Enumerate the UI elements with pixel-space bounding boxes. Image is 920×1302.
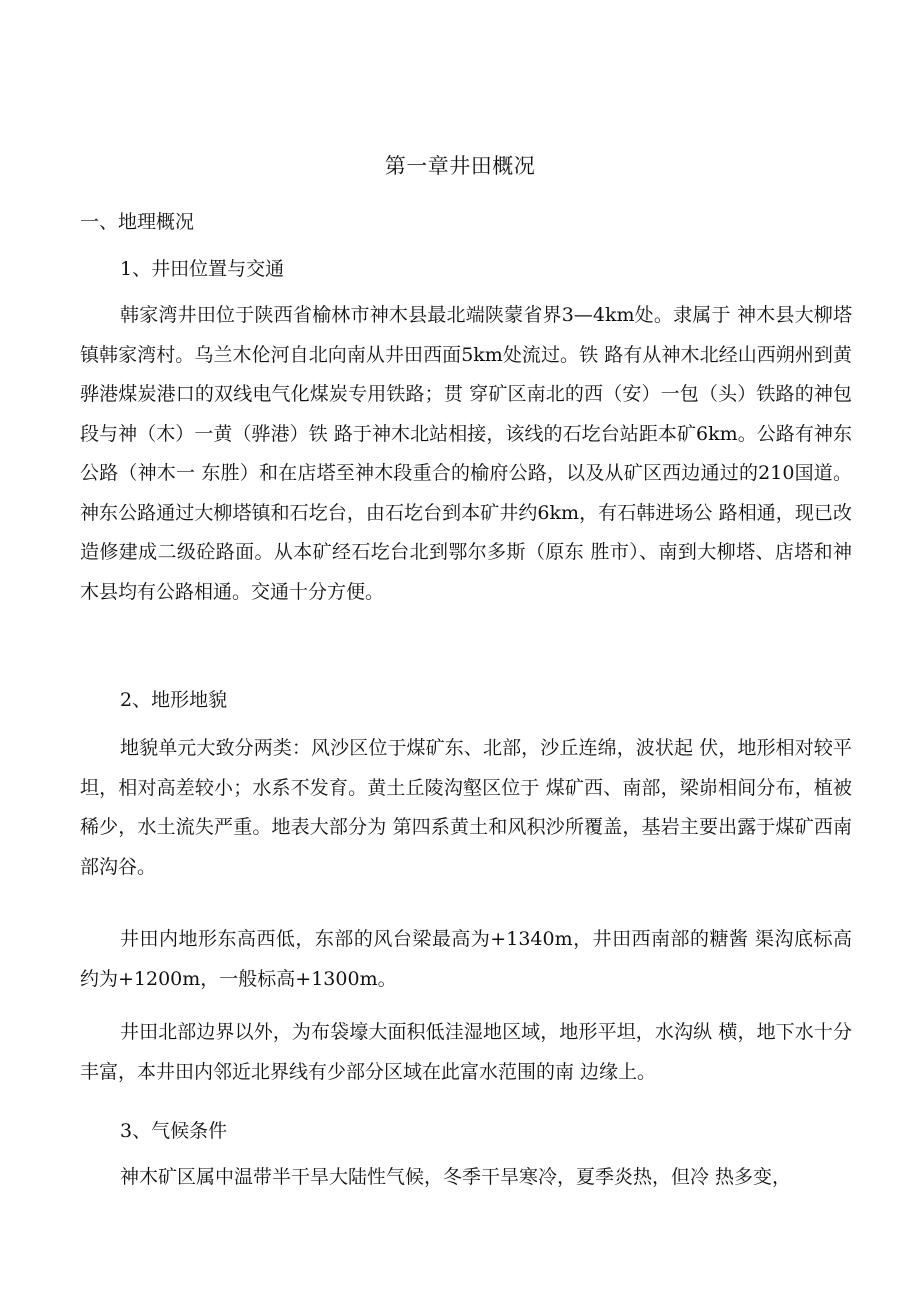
paragraph-terrain-types: 地貌单元大致分两类：风沙区位于煤矿东、北部，沙丘连绵，波状起 伏，地形相对较平坦，相对高差较小；水系不发育。黄土丘陵沟壑区位于 煤矿西、南部，梁峁相间分布，植被稀少，水土流失严重。地表大部分为 第四系黄土和风积沙所覆盖，基岩主要出露于煤矿西南部沟谷。 xyxy=(80,737,852,878)
paragraph-terrain-elevation: 井田内地形东高西低，东部的风台梁最高为+1340m，井田西南部的糖酱 渠沟底标高约为+1200m，一般标高+1300m。 xyxy=(80,928,852,990)
paragraph-terrain-north-boundary: 井田北部边界以外，为布袋壕大面积低洼湿地区域，地形平坦，水沟纵 横，地下水十分丰富，本井田内邻近北界线有少部分区域在此富水范围的南 边缘上。 xyxy=(80,1021,852,1083)
chapter-title: 第一章井田概况 xyxy=(384,154,536,178)
section-heading-geography: 一、地理概况 xyxy=(80,211,195,233)
paragraph-climate: 神木矿区属中温带半干旱大陆性气候，冬季干旱寒冷，夏季炎热，但冷 热多变， xyxy=(120,1166,792,1188)
subsection-heading-location: 1、井田位置与交通 xyxy=(120,258,285,280)
subsection-heading-climate: 3、气候条件 xyxy=(120,1120,228,1142)
subsection-heading-terrain: 2、地形地貌 xyxy=(120,689,228,711)
paragraph-location-transport: 韩家湾井田位于陕西省榆林市神木县最北端陕蒙省界3—4km处。隶属于 神木县大柳塔镇韩家湾村。乌兰木伦河自北向南从井田西面5km处流过。铁 路有从神木北经山西朔州到黄骅港煤炭港口的双线电气化煤炭专用铁路；贯 穿矿区南北的西（安）一包（头）铁路的神包段与神（木）一黄（骅港）铁 路于神木北站相接，该线的石圪台站距本矿6km。公路有神东公路（神木一 东胜）和在店塔至神木段重合的榆府公路，以及从矿区西边通过的210国道。 神东公路通过大柳塔镇和石圪台，由石圪台到本矿井约6km，有石韩进场公 路相通，现已改造修建成二级砼路面。从本矿经石圪台北到鄂尔多斯（原东 胜市）、南到大柳塔、店塔和神木县均有公路相通。交通十分方便。 xyxy=(80,304,852,603)
